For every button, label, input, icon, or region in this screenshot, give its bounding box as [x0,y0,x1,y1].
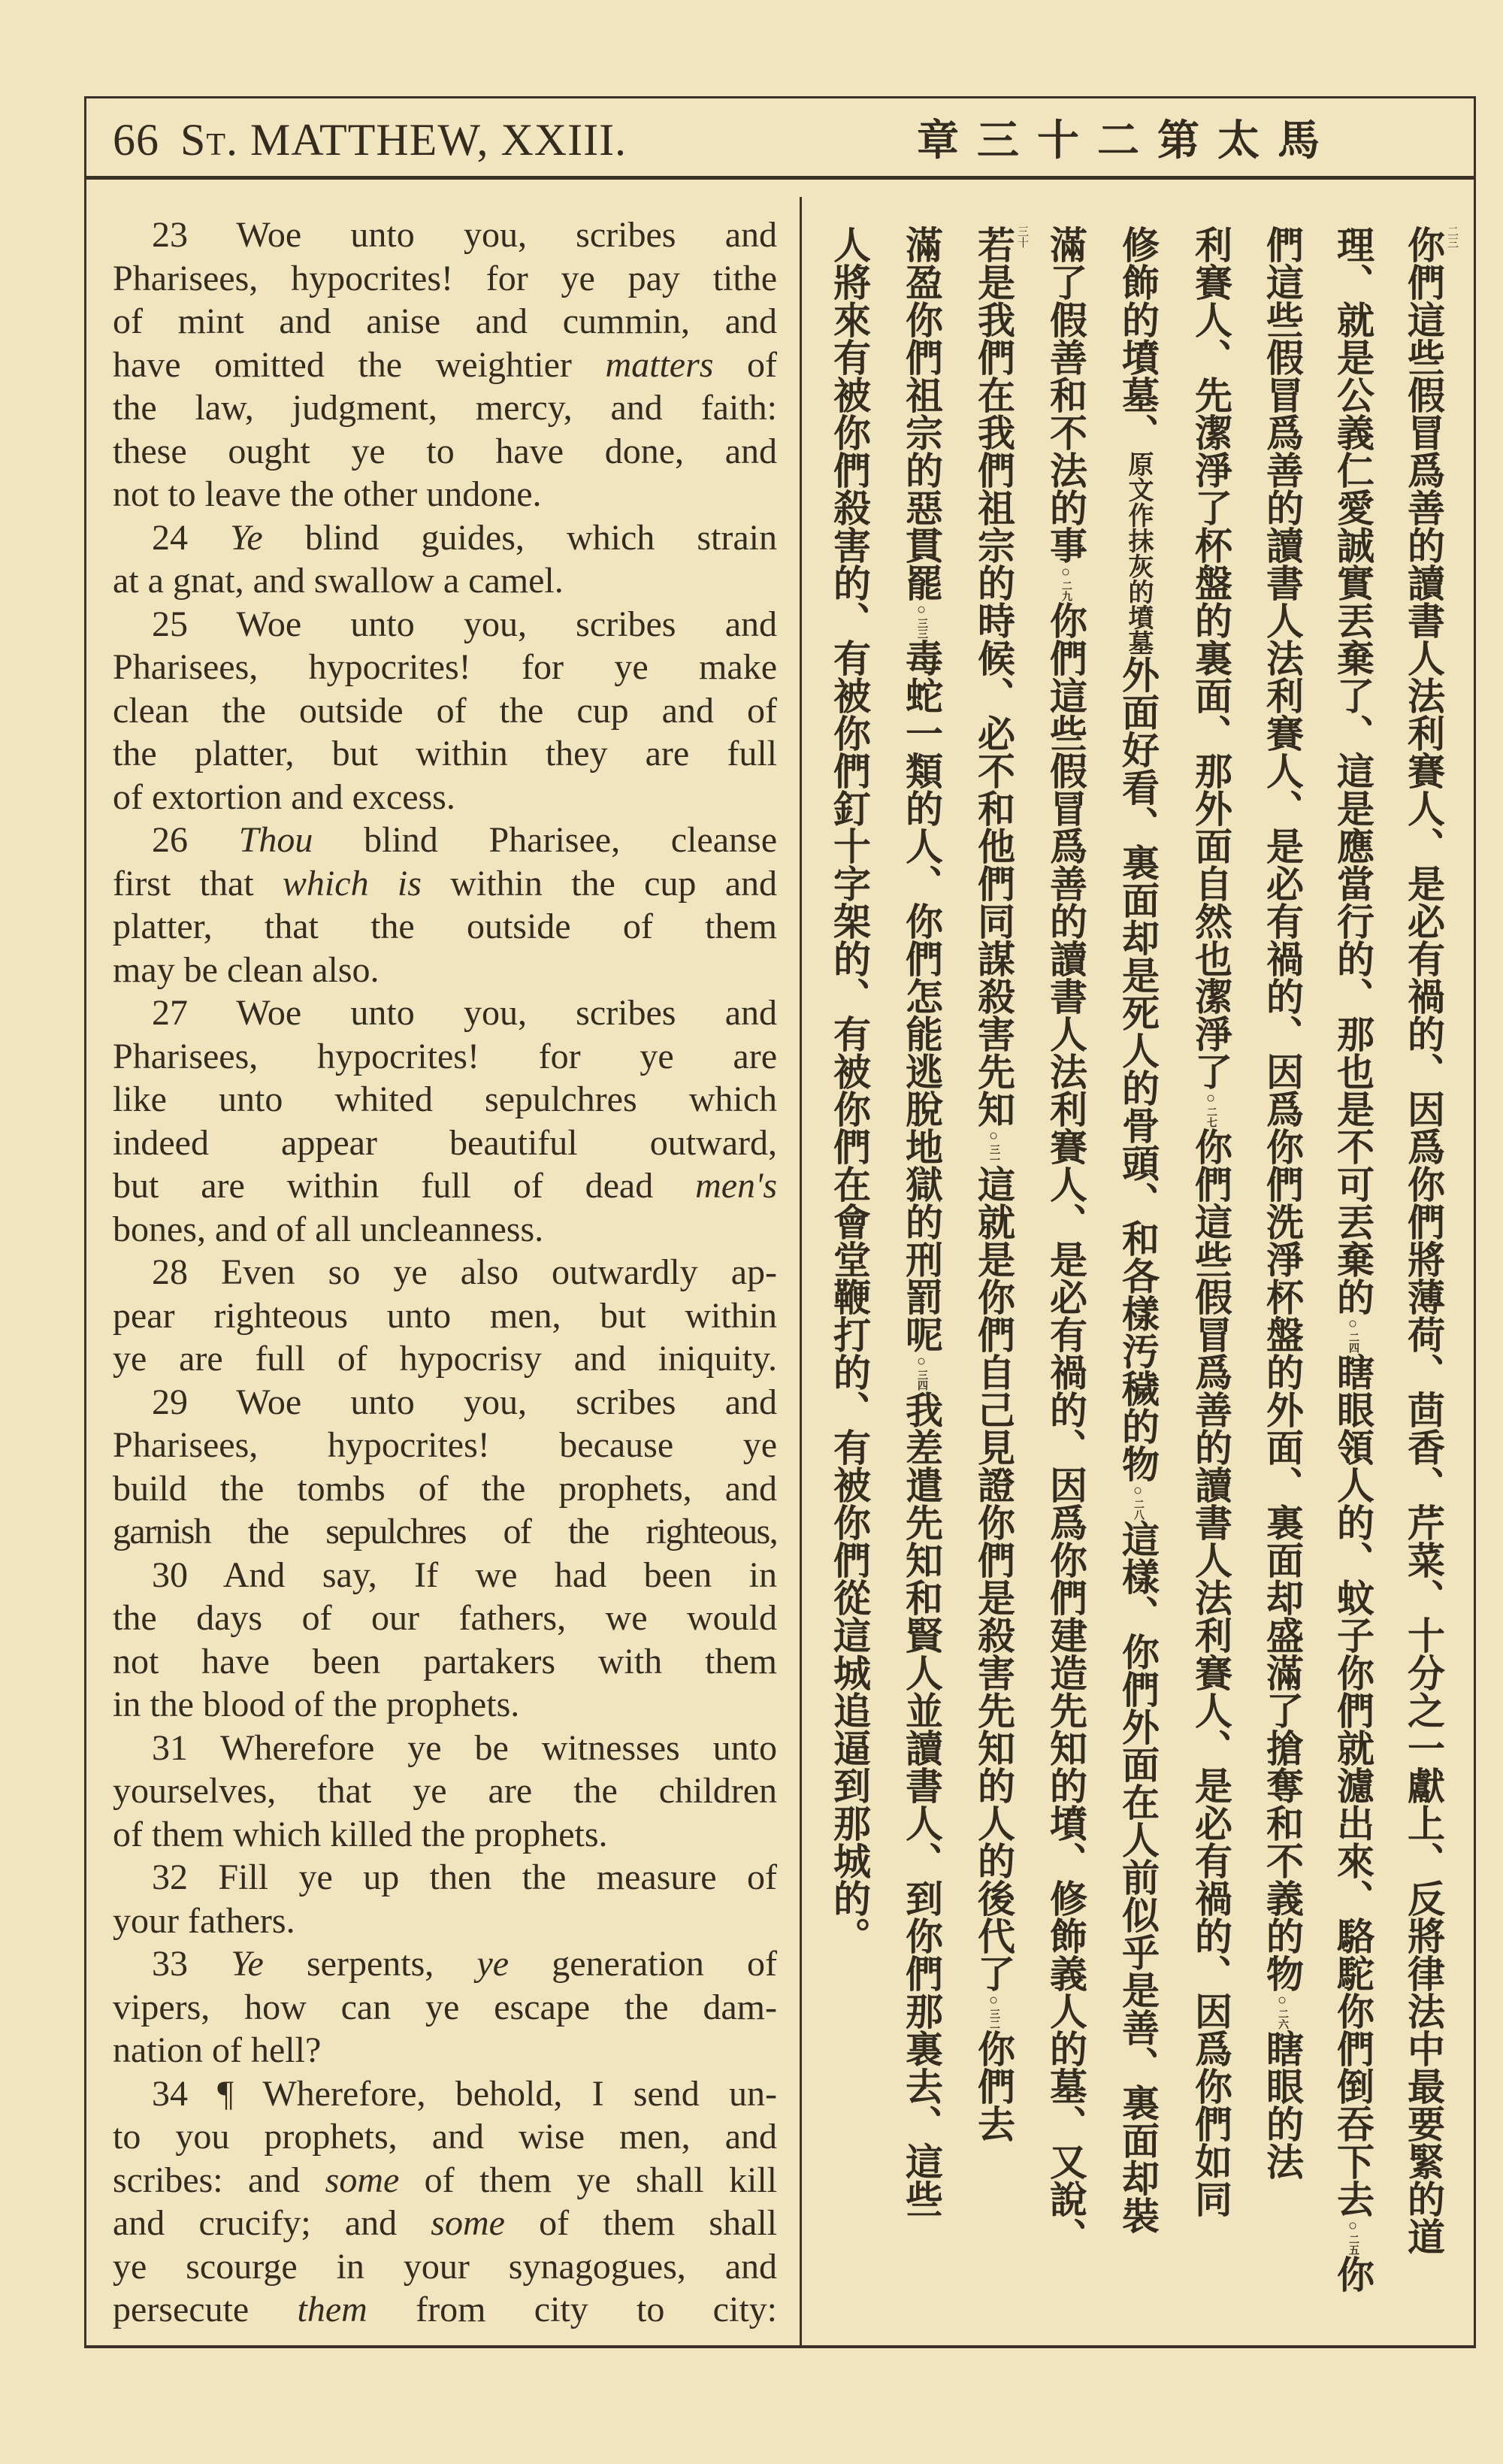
text-run: 23 Woe unto you, scribes and [152,215,777,255]
chinese-column-text [900,226,942,2330]
annotation-note: 原文作抹灰的墳墓 [1124,451,1152,655]
text-line [113,2029,777,2072]
text-line [113,559,777,603]
text-run: the days of our fathers, we would [113,1598,777,1638]
text-run: within the cup and [421,863,777,904]
chinese-text-run: 滿盈你們祖宗的惡貫罷 [900,226,942,601]
verse-number: 二五 [1347,2234,1359,2255]
text-line [113,1727,777,1770]
text-run: at a gnat, and swallow a camel. [113,561,564,601]
text-run: 29 Woe unto you, scribes and [152,1382,777,1422]
verse-circle-icon: ○ [1274,1992,1290,2008]
verse-marker [1261,1992,1303,2030]
chinese-column [815,226,884,2330]
chinese-text-run: 滿了假善和不法的事 [1045,226,1087,564]
text-run: from city to city: [367,2290,777,2329]
text-run: Pharisees, hypocrites! for ye make [113,647,777,687]
verse-number: 二三 [1446,226,1458,248]
text-run: ye are full of hypocrisy and iniquity. [113,1339,777,1379]
chinese-column-text [1045,226,1087,2330]
verse-number: 三一 [988,1144,999,1165]
chinese-text-run: 利賽人、先潔淨了杯盤的裏面、那外面自然也潔淨了 [1190,226,1232,1090]
chinese-column-text [972,226,1015,2330]
italic-word: men's [695,1166,777,1206]
text-line [113,344,777,387]
verse-circle-icon: ○ [1344,2217,1361,2234]
english-text-column [113,213,777,2332]
text-run: have omitted the weightier [113,344,606,385]
text-run: but are within full of dead [113,1166,696,1206]
text-run: 34 ¶ Wherefore, behold, I send un- [152,2073,777,2114]
text-line [113,516,777,560]
verse-circle-icon: ○ [913,1353,930,1370]
text-run: these ought ye to have done, and [113,431,777,471]
text-line [113,862,777,906]
text-run: of mint and anise and cummin, and [113,301,777,341]
text-line [113,1856,777,1899]
verse-circle-icon: ○ [985,1992,1002,2008]
text-run: and crucify; and [113,2203,431,2243]
text-run: yourselves, that ye are the children [113,1771,777,1811]
text-line [113,2288,777,2332]
text-line [113,905,777,949]
text-run: build the tombs of the prophets, and [113,1468,777,1509]
text-line [113,603,777,646]
text-line [113,300,777,344]
chinese-text-run: 人將來有被你們殺害的、有被你們釘十字架的、有被你們在會堂鞭打的、有被你們從這城追逼到那城的。 [828,226,870,1954]
text-run: of them ye shall kill [399,2160,777,2200]
verse-marker [1332,1315,1374,1353]
text-run: blind guides, which strain [262,517,777,558]
text-run: 30 And say, If we had been in [152,1554,777,1595]
text-run: 27 Woe unto you, scribes and [152,993,777,1033]
text-line [113,213,777,257]
text-run: of them which killed the prophets. [113,1814,608,1854]
text-line [113,1164,777,1208]
verse-circle-icon: ○ [985,1128,1002,1144]
text-line [113,1986,777,2030]
text-line [113,1035,777,1079]
text-line [113,1381,777,1424]
verse-marker [972,1992,1015,2030]
chapter-title-chinese: 馬太第二十三章 [917,118,1338,165]
column-divider [800,197,802,2345]
chinese-text-run: 你們去 [972,2030,1015,2142]
text-line [113,1294,777,1338]
verse-number: 二四 [1347,1332,1359,1353]
header-rule [84,176,1476,180]
text-run: 26 [152,820,239,860]
text-run: of [713,344,777,385]
text-run: not to leave the other undone. [113,474,542,514]
chinese-column-text [1117,226,1159,2330]
text-line [113,386,777,430]
text-line [113,646,777,689]
text-run: persecute [113,2290,298,2329]
chinese-text-run: 瞎眼領人的、蚊子你們就濾出來、駱駝你們倒吞下去 [1332,1353,1374,2217]
text-run: clean the outside of the cup and of [113,690,777,731]
italic-word: which is [282,863,422,904]
chapter-title-english: St. MATTHEW, XXIII. [180,115,628,165]
chinese-text-run: 外面好看、裏面却是死人的骨頭、和各樣汚穢的物 [1117,655,1159,1482]
text-line [113,473,777,516]
text-line [113,1424,777,1467]
verse-circle-icon: ○ [1130,1482,1146,1499]
chinese-column [1318,226,1387,2330]
verse-number: 三十 [1016,226,1028,248]
chinese-column-text [1261,226,1303,2330]
text-line [113,2072,777,2116]
running-header-english [113,113,627,167]
text-run: generation of [509,1944,777,1984]
verse-marker [972,1128,1015,1165]
chinese-column [1389,226,1458,2330]
chinese-text-run: 若是我們在我們祖宗的時候、必不和他們同謀殺害先知 [972,226,1015,1128]
chinese-column [887,226,956,2330]
text-run: not have been partakers with them [113,1641,777,1682]
text-run: Pharisees, hypocrites! for ye pay tithe [113,258,777,298]
text-run: 32 Fill ye up then the measure of [152,1857,777,1897]
text-line [113,1597,777,1640]
text-line [113,2245,777,2289]
text-run: pear righteous unto men, but within [113,1295,777,1336]
text-line [113,1251,777,1294]
chinese-text-run: 修飾的墳墓、 [1117,226,1159,451]
text-run: platter, that the outside of them [113,907,777,946]
chinese-text-run: 瞎眼的法 [1261,2030,1303,2180]
verse-marker [1117,1482,1159,1520]
chinese-text-run: 你們這些假冒爲善的讀書人法利賽人、是必有禍的、因爲你們將薄荷、茴香、芹菜、十分之一獻上、反將律法中最要緊的道 [1402,226,1444,2255]
text-line [113,1769,777,1813]
italic-word: some [325,2160,400,2200]
text-run: of them shall [504,2203,777,2243]
text-run: like unto whited sepulchres which [113,1079,777,1119]
chinese-text-run: 你們這些假冒爲善的讀書人法利賽人、是必有禍的、因爲你們建造先知的墳、修飾義人的墓、又說、 [1045,601,1087,2255]
text-line [113,819,777,862]
text-line [113,1467,777,1511]
text-line [113,2159,777,2202]
text-run: first that [113,863,283,904]
verse-circle-icon: ○ [1057,564,1074,580]
chinese-column [1247,226,1317,2330]
text-line [113,430,777,474]
italic-word: matters [605,344,714,385]
text-run: ye scourge in your synagogues, and [113,2246,777,2287]
text-run: nation of hell? [113,2030,322,2070]
verse-number: 三四 [916,1370,927,1391]
verse-circle-icon: ○ [913,601,930,618]
page-number: 66 [113,115,159,165]
frame-bottom-rule [84,2345,1476,2348]
text-run: Pharisees, hypocrites! for ye are [113,1036,777,1076]
chinese-text-run: 你們這些假冒爲善的讀書人法利賽人、是必有禍的、因爲你們如同 [1190,1128,1232,2217]
italic-word: Ye [231,1944,264,1984]
verse-marker [1332,2217,1374,2255]
text-run: Pharisees, hypocrites! because ye [113,1425,777,1465]
text-run: scribes: and [113,2160,325,2200]
chinese-text-run: 我差遣先知和賢人並讀書人、到你們那裏去、這些 [900,1391,942,2217]
text-line [113,991,777,1035]
text-line [113,1078,777,1122]
text-run: indeed appear beautiful outward, [113,1122,777,1163]
italic-word: Thou [238,820,313,860]
text-run: to you prophets, and wise men, and [113,2117,777,2157]
text-line [113,732,777,776]
chinese-text-run: 理、就是公義仁愛誠實丟棄了、這是應當行的、那也是不可丟棄的 [1332,226,1374,1315]
text-run: garnish the sepulchres of the righteous, [113,1512,777,1551]
text-run: the platter, but within they are full [113,734,777,773]
text-line [113,1554,777,1597]
chinese-column-text [828,226,870,2330]
text-run: 28 Even so ye also outwardly ap- [152,1252,777,1292]
text-line [113,1208,777,1252]
chinese-column [959,226,1028,2330]
italic-word: Ye [230,517,263,558]
text-run: 31 Wherefore ye be witnesses unto [152,1727,777,1768]
chinese-column [1103,226,1172,2330]
text-line [113,949,777,992]
text-run: blind Pharisee, cleanse [313,820,777,860]
text-line [113,1510,777,1554]
verse-number: 二六 [1277,2008,1288,2030]
text-run: of extortion and excess. [113,776,455,817]
text-line [113,1122,777,1165]
italic-word: some [431,2203,505,2243]
text-line [113,1813,777,1857]
text-line [113,1899,777,1943]
chinese-text-run: 這樣、你們外面在人前似乎是善、裏面却裝 [1117,1520,1159,2234]
verse-marker [1045,564,1087,601]
text-run: in the blood of the prophets. [113,1685,520,1724]
text-line [113,2202,777,2245]
chinese-column-text [1190,226,1232,2330]
verse-number: 二九 [1060,580,1072,601]
chinese-column [1031,226,1100,2330]
frame-right-rule [1474,96,1476,2348]
frame-top-rule [84,96,1476,98]
text-run: may be clean also. [113,949,380,990]
text-line [113,2115,777,2159]
chinese-column-text [1402,226,1444,2330]
text-run: your fathers. [113,1900,295,1941]
text-line [113,1683,777,1727]
verse-marker [900,601,942,639]
chinese-text-run: 毒蛇一類的人、你們怎能逃脫地獄的刑罰呢 [900,639,942,1353]
verse-circle-icon: ○ [1344,1315,1361,1332]
text-run: serpents, [263,1944,477,1984]
text-line [113,257,777,301]
text-run: 25 Woe unto you, scribes and [152,604,777,644]
frame-left-rule [84,96,86,2348]
italic-word: them [297,2290,367,2329]
chinese-text-run: 你 [1332,2255,1374,2293]
text-line [113,776,777,819]
verse-number: 二七 [1205,1106,1217,1128]
text-line [113,1640,777,1684]
text-line [113,1942,777,1986]
chinese-text-run: 這就是你們自己見證你們是殺害先知的人的後代了 [972,1165,1015,1992]
text-run: 24 [152,517,231,558]
verse-circle-icon: ○ [1202,1090,1219,1106]
verse-number: 二八 [1133,1499,1144,1520]
text-run: bones, and of all uncleanness. [113,1209,544,1249]
verse-marker [1190,1090,1232,1128]
text-run: 33 [152,1944,231,1984]
chinese-column-text [1332,226,1374,2330]
verse-marker [900,1353,942,1391]
verse-number: 三三 [916,618,927,639]
italic-word: ye [476,1944,510,1984]
text-line [113,1337,777,1381]
verse-number: 三二 [988,2008,999,2030]
text-run: vipers, how can ye escape the dam- [113,1987,777,2027]
text-line [113,689,777,733]
text-run: the law, judgment, mercy, and faith: [113,388,777,428]
chinese-column [1176,226,1245,2330]
chinese-text-run: 們這些假冒爲善的讀書人法利賽人、是必有禍的、因爲你們洗淨杯盤的外面、裏面却盛滿了搶奪和不義的物 [1261,226,1303,1992]
